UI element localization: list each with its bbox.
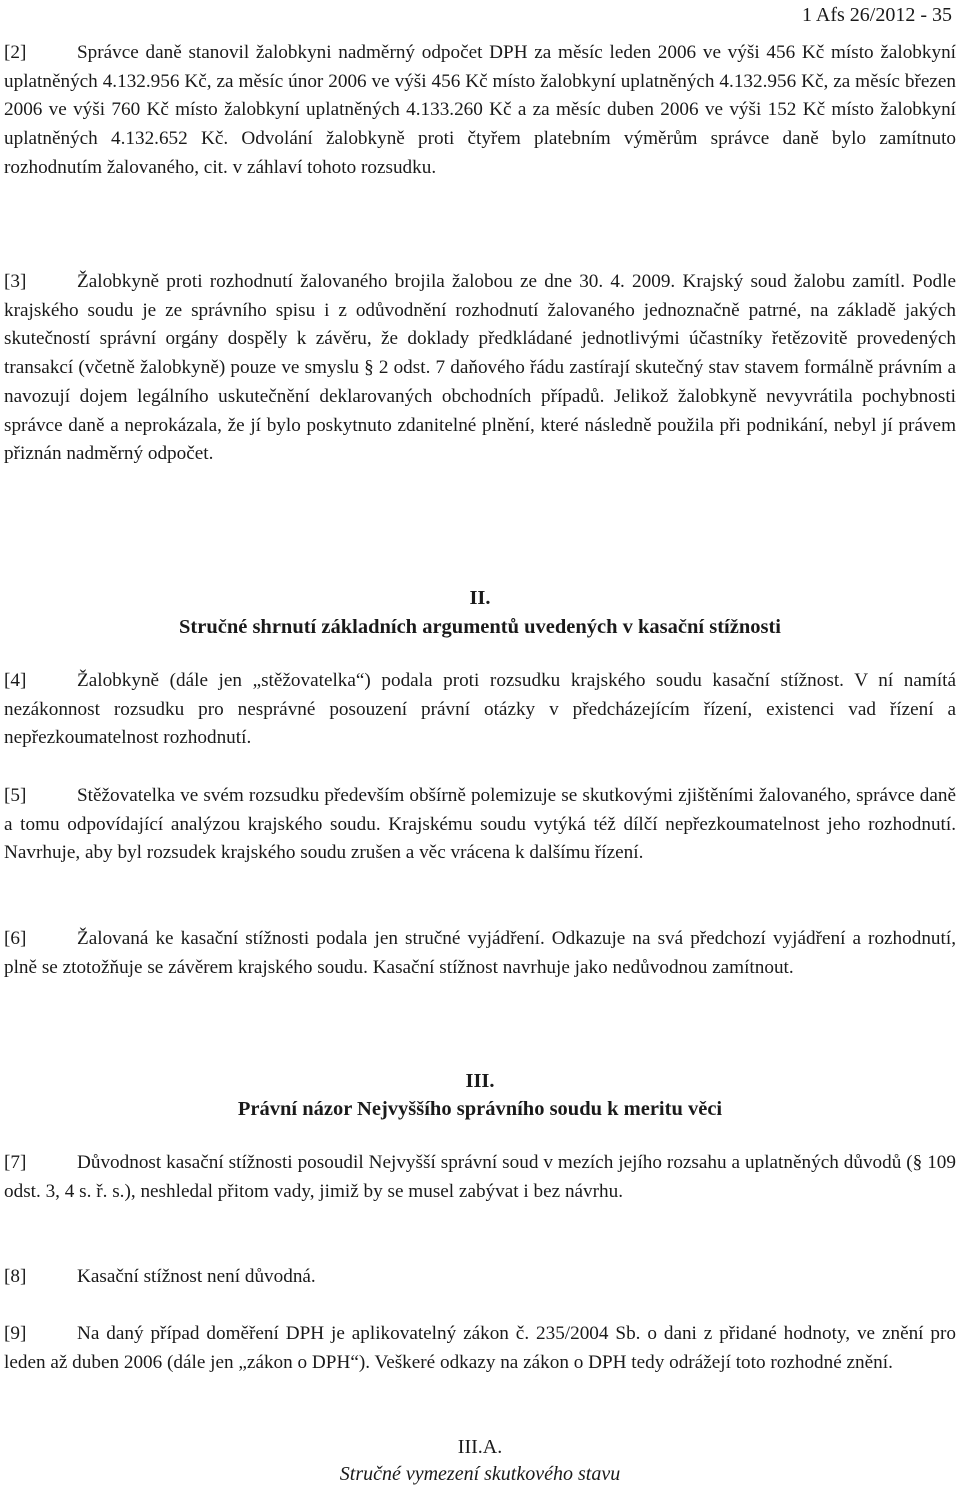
paragraph-text: Stěžovatelka ve svém rozsudku především obšírně polemizuje se skutkovými zjištěními žalovaného, správce daně a tomu odpovídající analýzou krajského soudu. Krajskému soudu vytýká též dílčí nepřezkoumatelnost jeho rozhodnutí. Navrhuje, aby byl rozsudek krajského soudu zrušen a věc vrácena k dalšímu řízení. [4, 785, 956, 864]
paragraph-number: [2] [4, 42, 27, 63]
paragraph-text: Žalobkyně proti rozhodnutí žalovaného brojila žalobou ze dne 30. 4. 2009. Krajský soud žalobu zamítl. Podle krajského soudu je ze správního spisu i z odůvodnění rozhodnutí žalovaného jednoznačně patrné, na základě jakých skutečností správní orgány dospěly k závěru, že doklady předkládané jednotlivými účastníky řetězovitě provedených transakcí (včetně žalobkyně) pouze ve smyslu § 2 odst. 7 daňového řádu zastírají skutečný stav stavem formálně právním a navozují dojem legálního uskutečnění deklarovaných obchodních případů. Jelikož žalobkyně nevyvrátila pochybnosti správce daně a neprokázala, že jí bylo poskytnuto zdanitelné plnění, které následně použila při podnikání, nebyl jí právem přiznán nadměrný odpočet. [4, 271, 956, 465]
paragraph-number: [5] [4, 785, 27, 806]
paragraph-number: [6] [4, 928, 27, 949]
paragraph-number: [9] [4, 1323, 27, 1344]
section-title: Právní názor Nejvyššího správního soudu k meritu věci [237, 1098, 723, 1120]
subsection-numeral: III.A. [457, 1436, 503, 1458]
section-title: Stručné shrnutí základních argumentů uvedených v kasační stížnosti [179, 616, 781, 638]
subsection-title: Stručné vymezení skutkového stavu [339, 1463, 621, 1485]
section-numeral: II. [469, 587, 491, 609]
paragraph-text: Správce daně stanovil žalobkyni nadměrný odpočet DPH za měsíc leden 2006 ve výši 456 Kč místo žalobkyní uplatněných 4.132.956 Kč, za měsíc únor 2006 ve výši 456 Kč místo žalobkyní uplatněných 4.132.956 Kč, za měsíc březen 2006 ve výši 760 Kč místo žalobkyní uplatněných 4.133.260 Kč a za měsíc duben 2006 ve výši 152 Kč místo žalobkyní uplatněných 4.132.652 Kč. Odvolání žalobkyně proti čtyřem platebním výměrům správce daně bylo zamítnuto rozhodnutím žalovaného, cit. v záhlaví tohoto rozsudku. [4, 42, 956, 178]
paragraph-4 [4, 667, 956, 753]
paragraph-text: Kasační stížnost není důvodná. [77, 1266, 316, 1287]
section-numeral: III. [465, 1070, 495, 1092]
paragraph-5 [4, 782, 956, 868]
paragraph-text: Žalobkyně (dále jen „stěžovatelka“) podala proti rozsudku krajského soudu kasační stížnost. V ní namítá nezákonnost rozsudku pro nesprávné posouzení právní otázky v předcházejícím řízení, existenci vad řízení a nepřezkoumatelnost rozhodnutí. [4, 670, 956, 749]
paragraph-6 [4, 925, 956, 982]
paragraph-text: Žalovaná ke kasační stížnosti podala jen stručné vyjádření. Odkazuje na svá předchozí vyjádření a rozhodnutí, plně se ztotožňuje se závěrem krajského soudu. Kasační stížnost navrhuje jako nedůvodnou zamítnout. [4, 928, 956, 978]
paragraph-number: [4] [4, 670, 27, 691]
paragraph-3 [4, 268, 956, 469]
paragraph-9 [4, 1320, 956, 1377]
paragraph-text: Na daný případ doměření DPH je aplikovatelný zákon č. 235/2004 Sb. o dani z přidané hodnoty, ve znění pro leden až duben 2006 (dále jen „zákon o DPH“). Veškeré odkazy na zákon o DPH tedy odrážejí toto rozhodné znění. [4, 1323, 956, 1373]
paragraph-text: Důvodnost kasační stížnosti posoudil Nejvyšší správní soud v mezích jejího rozsahu a uplatněných důvodů (§ 109 odst. 3, 4 s. ř. s.), neshledal přitom vady, jimiž by se musel zabývat i bez návrhu. [4, 1152, 956, 1202]
paragraph-number: [3] [4, 271, 27, 292]
paragraph-8 [4, 1263, 956, 1292]
case-reference: 1 Afs 26/2012 - 35 [802, 4, 952, 26]
paragraph-7 [4, 1149, 956, 1206]
paragraph-number: [7] [4, 1152, 27, 1173]
paragraph-number: [8] [4, 1266, 27, 1287]
paragraph-2 [4, 39, 956, 183]
